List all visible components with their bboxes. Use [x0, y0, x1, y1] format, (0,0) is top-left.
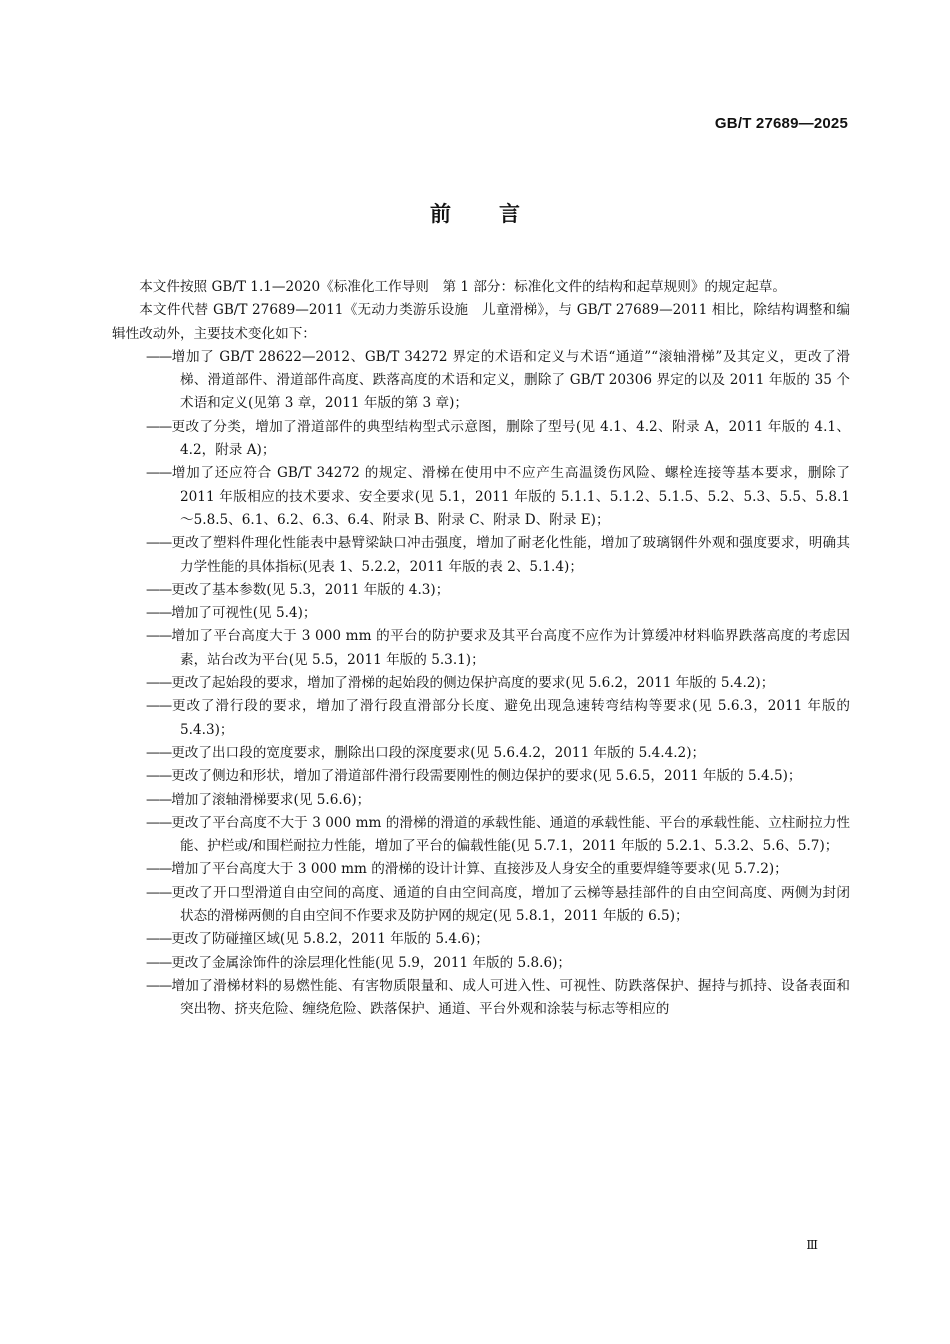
list-dash: ——	[146, 698, 172, 715]
list-item-text: 更改了塑料件理化性能表中悬臂梁缺口冲击强度，增加了耐老化性能，增加了玻璃钢件外观和强度要求，明确其力学性能的具体指标(见表 1、5.2.2，2011 年版的表 2、5.1.4)；	[171, 535, 850, 575]
page-number: Ⅲ	[806, 1238, 818, 1252]
list-item-text: 增加了平台高度大于 3 000 mm 的滑梯的设计计算、直接涉及人身安全的重要焊缝等要求(见 5.7.2)；	[171, 861, 788, 878]
list-item-text: 更改了金属涂饰件的涂层理化性能(见 5.9，2011 年版的 5.8.6)；	[171, 954, 572, 971]
list-item-text: 更改了侧边和形状，增加了滑道部件滑行段需要刚性的侧边保护的要求(见 5.6.5，2011 年版的 5.4.5)；	[171, 768, 802, 785]
list-dash: ——	[146, 465, 172, 482]
list-dash: ——	[146, 954, 172, 971]
list-item-text: 更改了平台高度不大于 3 000 mm 的滑梯的滑道的承载性能、通道的承载性能、平台的承载性能、立柱耐拉力性能、护栏或/和围栏耐拉力性能，增加了平台的偏载性能(见 5.7.1，2011 年版的 5.2.1、5.3.2、5.6、5.7)；	[171, 814, 850, 855]
change-list-item	[112, 765, 850, 788]
list-dash: ——	[146, 628, 172, 645]
list-item-text: 更改了防碰撞区域(见 5.8.2，2011 年版的 5.4.6)；	[171, 931, 489, 948]
list-item-text: 更改了分类，增加了滑道部件的典型结构型式示意图，删除了型号(见 4.1、4.2、附录 A，2011 年版的 4.1、4.2，附录 A)；	[171, 418, 850, 459]
list-dash: ——	[146, 931, 172, 948]
list-item-text: 更改了开口型滑道自由空间的高度、通道的自由空间高度，增加了云梯等悬挂部件的自由空间高度、两侧为封闭状态的滑梯两侧的自由空间不作要求及防护网的规定(见 5.8.1，2011 年版的 6.5)；	[171, 884, 850, 925]
list-item-text: 增加了滚轴滑梯要求(见 5.6.6)；	[171, 791, 371, 808]
list-item-text: 更改了起始段的要求，增加了滑梯的起始段的侧边保护高度的要求(见 5.6.2，2011 年版的 5.4.2)；	[171, 675, 775, 692]
change-list	[112, 346, 850, 1022]
list-dash: ——	[146, 605, 172, 622]
list-dash: ——	[146, 675, 172, 692]
list-item-text: 增加了 GB/T 28622—2012、GB/T 34272 界定的术语和定义与术语“通道”“滚轴滑梯”及其定义，更改了滑梯、滑道部件、滑道部件高度、跌落高度的术语和定义，删除了 GB/T 20306 界定的以及 2011 年版的 35 个术语和定义(见第 3 章，2011 年版的第 3 章)；	[171, 348, 850, 412]
change-list-item	[112, 812, 850, 859]
change-list-item	[112, 346, 850, 416]
list-item-text: 增加了可视性(见 5.4)；	[171, 605, 317, 622]
list-dash: ——	[146, 791, 172, 808]
list-dash: ——	[146, 581, 172, 598]
change-list-item	[112, 462, 850, 532]
list-item-text: 更改了滑行段的要求，增加了滑行段直滑部分长度、避免出现急速转弯结构等要求(见 5.6.3，2011 年版的5.4.3)；	[171, 698, 850, 738]
list-dash: ——	[146, 418, 172, 435]
list-item-text: 更改了基本参数(见 5.3，2011 年版的 4.3)；	[171, 581, 450, 598]
list-dash: ——	[146, 744, 172, 761]
list-dash: ——	[146, 768, 172, 785]
list-dash: ——	[146, 814, 172, 831]
page-title: 前言	[430, 202, 568, 226]
list-dash: ——	[146, 535, 172, 552]
list-item-text: 更改了出口段的宽度要求，删除出口段的深度要求(见 5.6.4.2，2011 年版的 5.4.4.2)；	[171, 744, 706, 761]
intro-paragraph: 本文件代替 GB/T 27689—2011《无动力类游乐设施 儿童滑梯》，与 GB/T 27689—2011 相比，除结构调整和编辑性改动外，主要技术变化如下：	[112, 302, 850, 342]
list-dash: ——	[146, 977, 172, 994]
change-list-item	[112, 975, 850, 1022]
change-list-item	[112, 882, 850, 929]
change-list-item	[112, 695, 850, 742]
foreword-body	[112, 276, 850, 1022]
change-list-item	[112, 416, 850, 463]
change-list-item	[112, 952, 850, 975]
change-list-item	[112, 789, 850, 812]
change-list-item	[112, 672, 850, 695]
change-list-item	[112, 602, 850, 625]
list-dash: ——	[146, 884, 172, 901]
standard-code: GB/T 27689—2025	[714, 115, 848, 132]
change-list-item	[112, 858, 850, 881]
change-list-item	[112, 625, 850, 672]
list-item-text: 增加了平台高度大于 3 000 mm 的平台的防护要求及其平台高度不应作为计算缓冲材料临界跌落高度的考虑因素，站台改为平台(见 5.5，2011 年版的 5.3.1)；	[171, 628, 850, 668]
change-list-item	[112, 928, 850, 951]
change-list-item	[112, 532, 850, 579]
change-list-item	[112, 579, 850, 602]
list-item-text: 增加了还应符合 GB/T 34272 的规定、滑梯在使用中不应产生高温烫伤风险、螺栓连接等基本要求，删除了 2011 年版相应的技术要求、安全要求(见 5.1，2011 年版的 5.1.1、5.1.2、5.1.5、5.2、5.3、5.5、5.8.1～5.8.5、6.1、6.2、6.3、6.4、附录 B、附录 C、附录 D、附录 E)；	[171, 465, 850, 528]
list-item-text: 增加了滑梯材料的易燃性能、有害物质限量和、成人可进入性、可视性、防跌落保护、握持与抓持、设备表面和突出物、挤夹危险、缠绕危险、跌落保护、通道、平台外观和涂装与标志等相应的	[171, 977, 850, 1018]
list-dash: ——	[146, 348, 172, 365]
list-dash: ——	[146, 861, 172, 878]
change-list-item	[112, 742, 850, 765]
intro-paragraph: 本文件按照 GB/T 1.1—2020《标准化工作导则 第 1 部分：标准化文件的结构和起草规则》的规定起草。	[139, 279, 786, 295]
